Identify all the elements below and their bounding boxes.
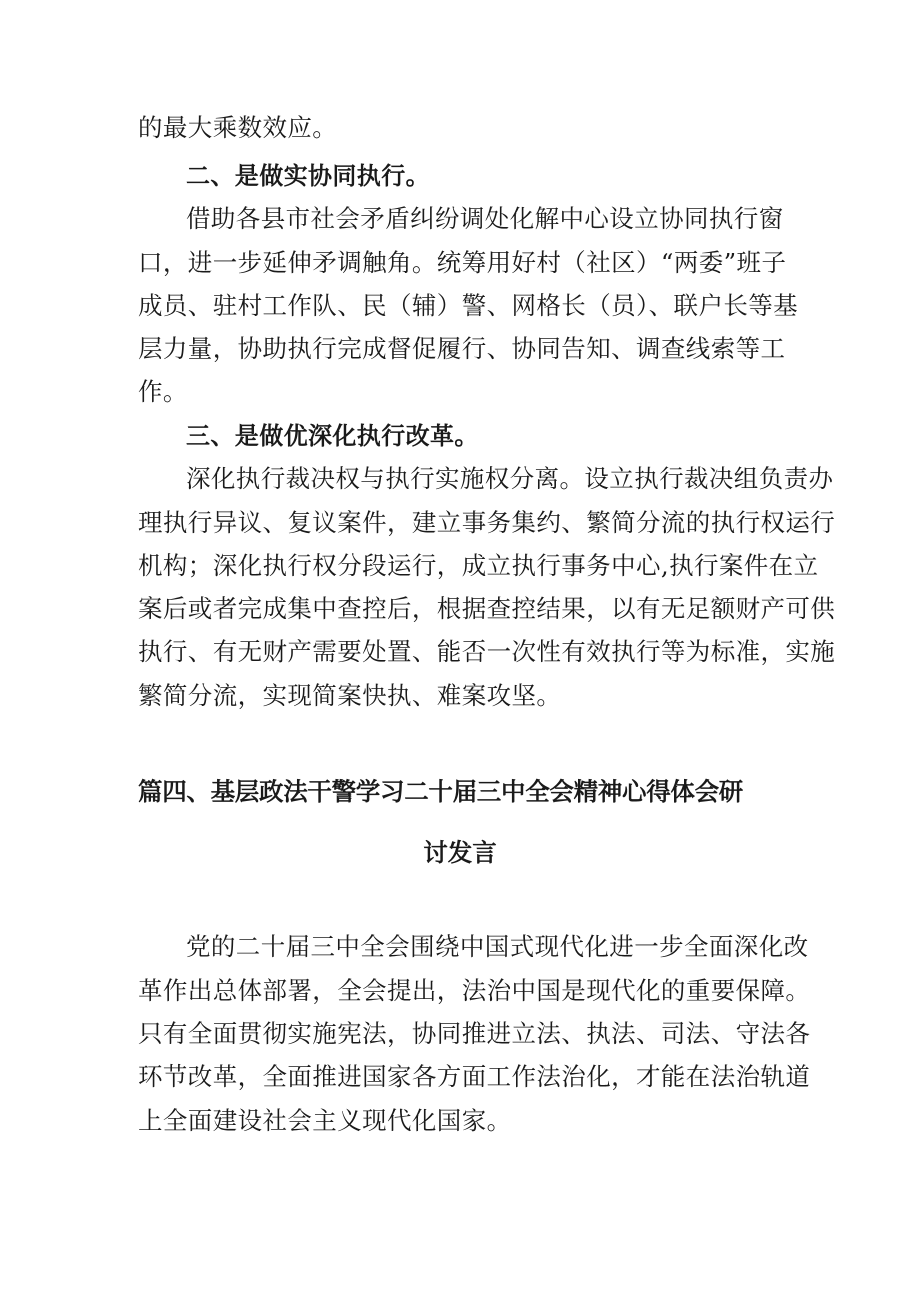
- paragraph-line: 层力量，协助执行完成督促履行、协同告知、调查线索等工: [138, 334, 786, 363]
- paragraph-line: 环节改革，全面推进国家各方面工作法治化，才能在法治轨道: [138, 1062, 811, 1091]
- paragraph-line: 机构；深化执行权分段运行，成立执行事务中心,执行案件在立: [138, 551, 819, 580]
- paragraph-line: 只有全面贯彻实施宪法，协同推进立法、执法、司法、守法各: [138, 1019, 811, 1048]
- heading-three: 三、是做优深化执行改革。: [186, 422, 479, 450]
- paragraph-line: 案后或者完成集中查控后，根据查控结果，以有无足额财产可供: [138, 594, 836, 623]
- paragraph-line: 繁简分流，实现简案快执、难案攻坚。: [138, 681, 562, 710]
- paragraph-line: 口，进一步延伸矛调触角。统筹用好村（社区）“两委”班子: [138, 248, 787, 277]
- paragraph-line: 成员、驻村工作队、民（辅）警、网格长（员）、联户长等基: [138, 291, 799, 320]
- paragraph-line: 理执行异议、复议案件，建立事务集约、繁简分流的执行权运行: [138, 508, 836, 537]
- paragraph-line: 执行、有无财产需要处置、能否一次性有效执行等为标准，实施: [138, 637, 836, 666]
- paragraph-line: 上全面建设社会主义现代化国家。: [138, 1106, 512, 1135]
- paragraph-line: 革作出总体部署，全会提出，法治中国是现代化的重要保障。: [138, 976, 811, 1005]
- paragraph-line: 作。: [138, 377, 188, 406]
- section-title-line1: 篇四、基层政法干警学习二十届三中全会精神心得体会研: [138, 777, 743, 806]
- section-title-line2: 讨发言: [423, 838, 497, 867]
- paragraph-tail: 的最大乘数效应。: [138, 113, 338, 142]
- paragraph-line: 深化执行裁决权与执行实施权分离。设立执行裁决组负责办: [186, 464, 834, 493]
- paragraph-line: 党的二十届三中全会围绕中国式现代化进一步全面深化改: [186, 932, 809, 961]
- paragraph-line: 借助各县市社会矛盾纠纷调处化解中心设立协同执行窗: [186, 204, 784, 233]
- heading-two: 二、是做实协同执行。: [186, 162, 430, 190]
